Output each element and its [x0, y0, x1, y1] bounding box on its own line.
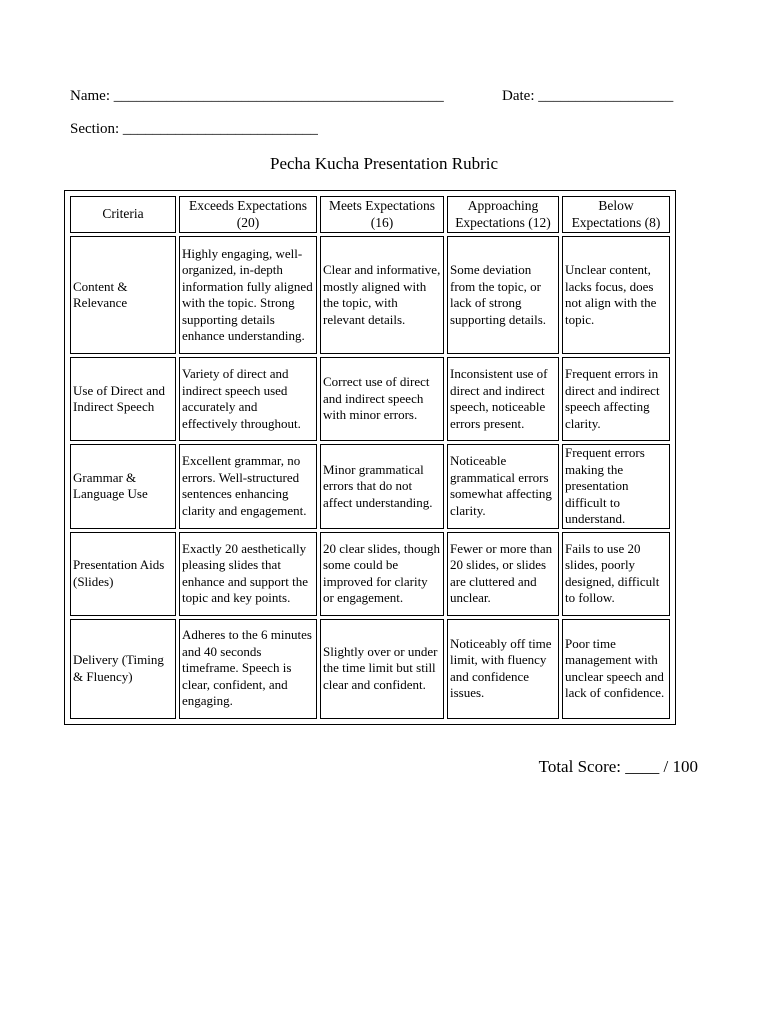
section-blank[interactable]: __________________________ — [122, 121, 318, 137]
date-blank[interactable]: __________________ — [538, 88, 674, 104]
name-field[interactable] — [70, 88, 444, 105]
table-cell: Some deviation from the topic, or lack of strong supporting details. — [447, 236, 559, 354]
table-row — [70, 357, 670, 441]
table-cell: Inconsistent use of direct and indirect speech, noticeable errors present. — [447, 357, 559, 441]
criteria-cell: Presentation Aids (Slides) — [70, 532, 176, 616]
table-cell: Highly engaging, well-organized, in-depth information fully aligned with the topic. Strong supporting details enhance understanding. — [179, 236, 317, 354]
table-cell: Fewer or more than 20 slides, or slides are cluttered and unclear. — [447, 532, 559, 616]
header-below: Below Expectations (8) — [562, 196, 670, 233]
total-score-blank[interactable]: ____ — [625, 757, 660, 776]
total-score — [539, 757, 698, 777]
table-cell: Excellent grammar, no errors. Well-structured sentences enhancing clarity and engagement. — [179, 444, 317, 529]
header-row — [70, 196, 670, 233]
section-field[interactable] — [70, 121, 318, 138]
table-cell: Adheres to the 6 minutes and 40 seconds timeframe. Speech is clear, confident, and engaging. — [179, 619, 317, 719]
rubric-table — [67, 193, 673, 722]
table-cell: Fails to use 20 slides, poorly designed, difficult to follow. — [562, 532, 670, 616]
table-row — [70, 444, 670, 529]
table-row — [70, 236, 670, 354]
table-cell: Noticeably off time limit, with fluency and confidence issues. — [447, 619, 559, 719]
table-cell: Frequent errors in direct and indirect speech affecting clarity. — [562, 357, 670, 441]
header-approaching: Approaching Expectations (12) — [447, 196, 559, 233]
table-cell: 20 clear slides, though some could be improved for clarity or engagement. — [320, 532, 444, 616]
name-blank[interactable]: ____________________________________________ — [113, 88, 444, 104]
criteria-cell: Delivery (Timing & Fluency) — [70, 619, 176, 719]
rubric-table-frame — [64, 190, 676, 725]
page-title: Pecha Kucha Presentation Rubric — [269, 154, 498, 173]
header-criteria: Criteria — [70, 196, 176, 233]
table-cell: Clear and informative, mostly aligned with the topic, with relevant details. — [320, 236, 444, 354]
table-cell: Variety of direct and indirect speech used accurately and effectively throughout. — [179, 357, 317, 441]
date-label: Date: — [502, 88, 535, 104]
table-cell: Exactly 20 aesthetically pleasing slides that enhance and support the topic and key points. — [179, 532, 317, 616]
table-cell: Unclear content, lacks focus, does not align with the topic. — [562, 236, 670, 354]
name-label: Name: — [70, 88, 110, 104]
criteria-cell: Grammar & Language Use — [70, 444, 176, 529]
total-score-max: / 100 — [663, 757, 698, 776]
table-cell: Noticeable grammatical errors somewhat affecting clarity. — [447, 444, 559, 529]
criteria-cell: Use of Direct and Indirect Speech — [70, 357, 176, 441]
table-row — [70, 532, 670, 616]
table-cell: Poor time management with unclear speech and lack of confidence. — [562, 619, 670, 719]
header-meets: Meets Expectations (16) — [320, 196, 444, 233]
section-label: Section: — [70, 121, 120, 137]
header-exceeds: Exceeds Expectations (20) — [179, 196, 317, 233]
table-cell: Minor grammatical errors that do not affect understanding. — [320, 444, 444, 529]
total-score-label: Total Score: — [538, 757, 622, 776]
criteria-cell: Content & Relevance — [70, 236, 176, 354]
table-cell: Frequent errors making the presentation difficult to understand. — [562, 444, 670, 529]
table-cell: Correct use of direct and indirect speech with minor errors. — [320, 357, 444, 441]
date-field[interactable] — [502, 88, 673, 105]
table-row — [70, 619, 670, 719]
table-cell: Slightly over or under the time limit but still clear and confident. — [320, 619, 444, 719]
